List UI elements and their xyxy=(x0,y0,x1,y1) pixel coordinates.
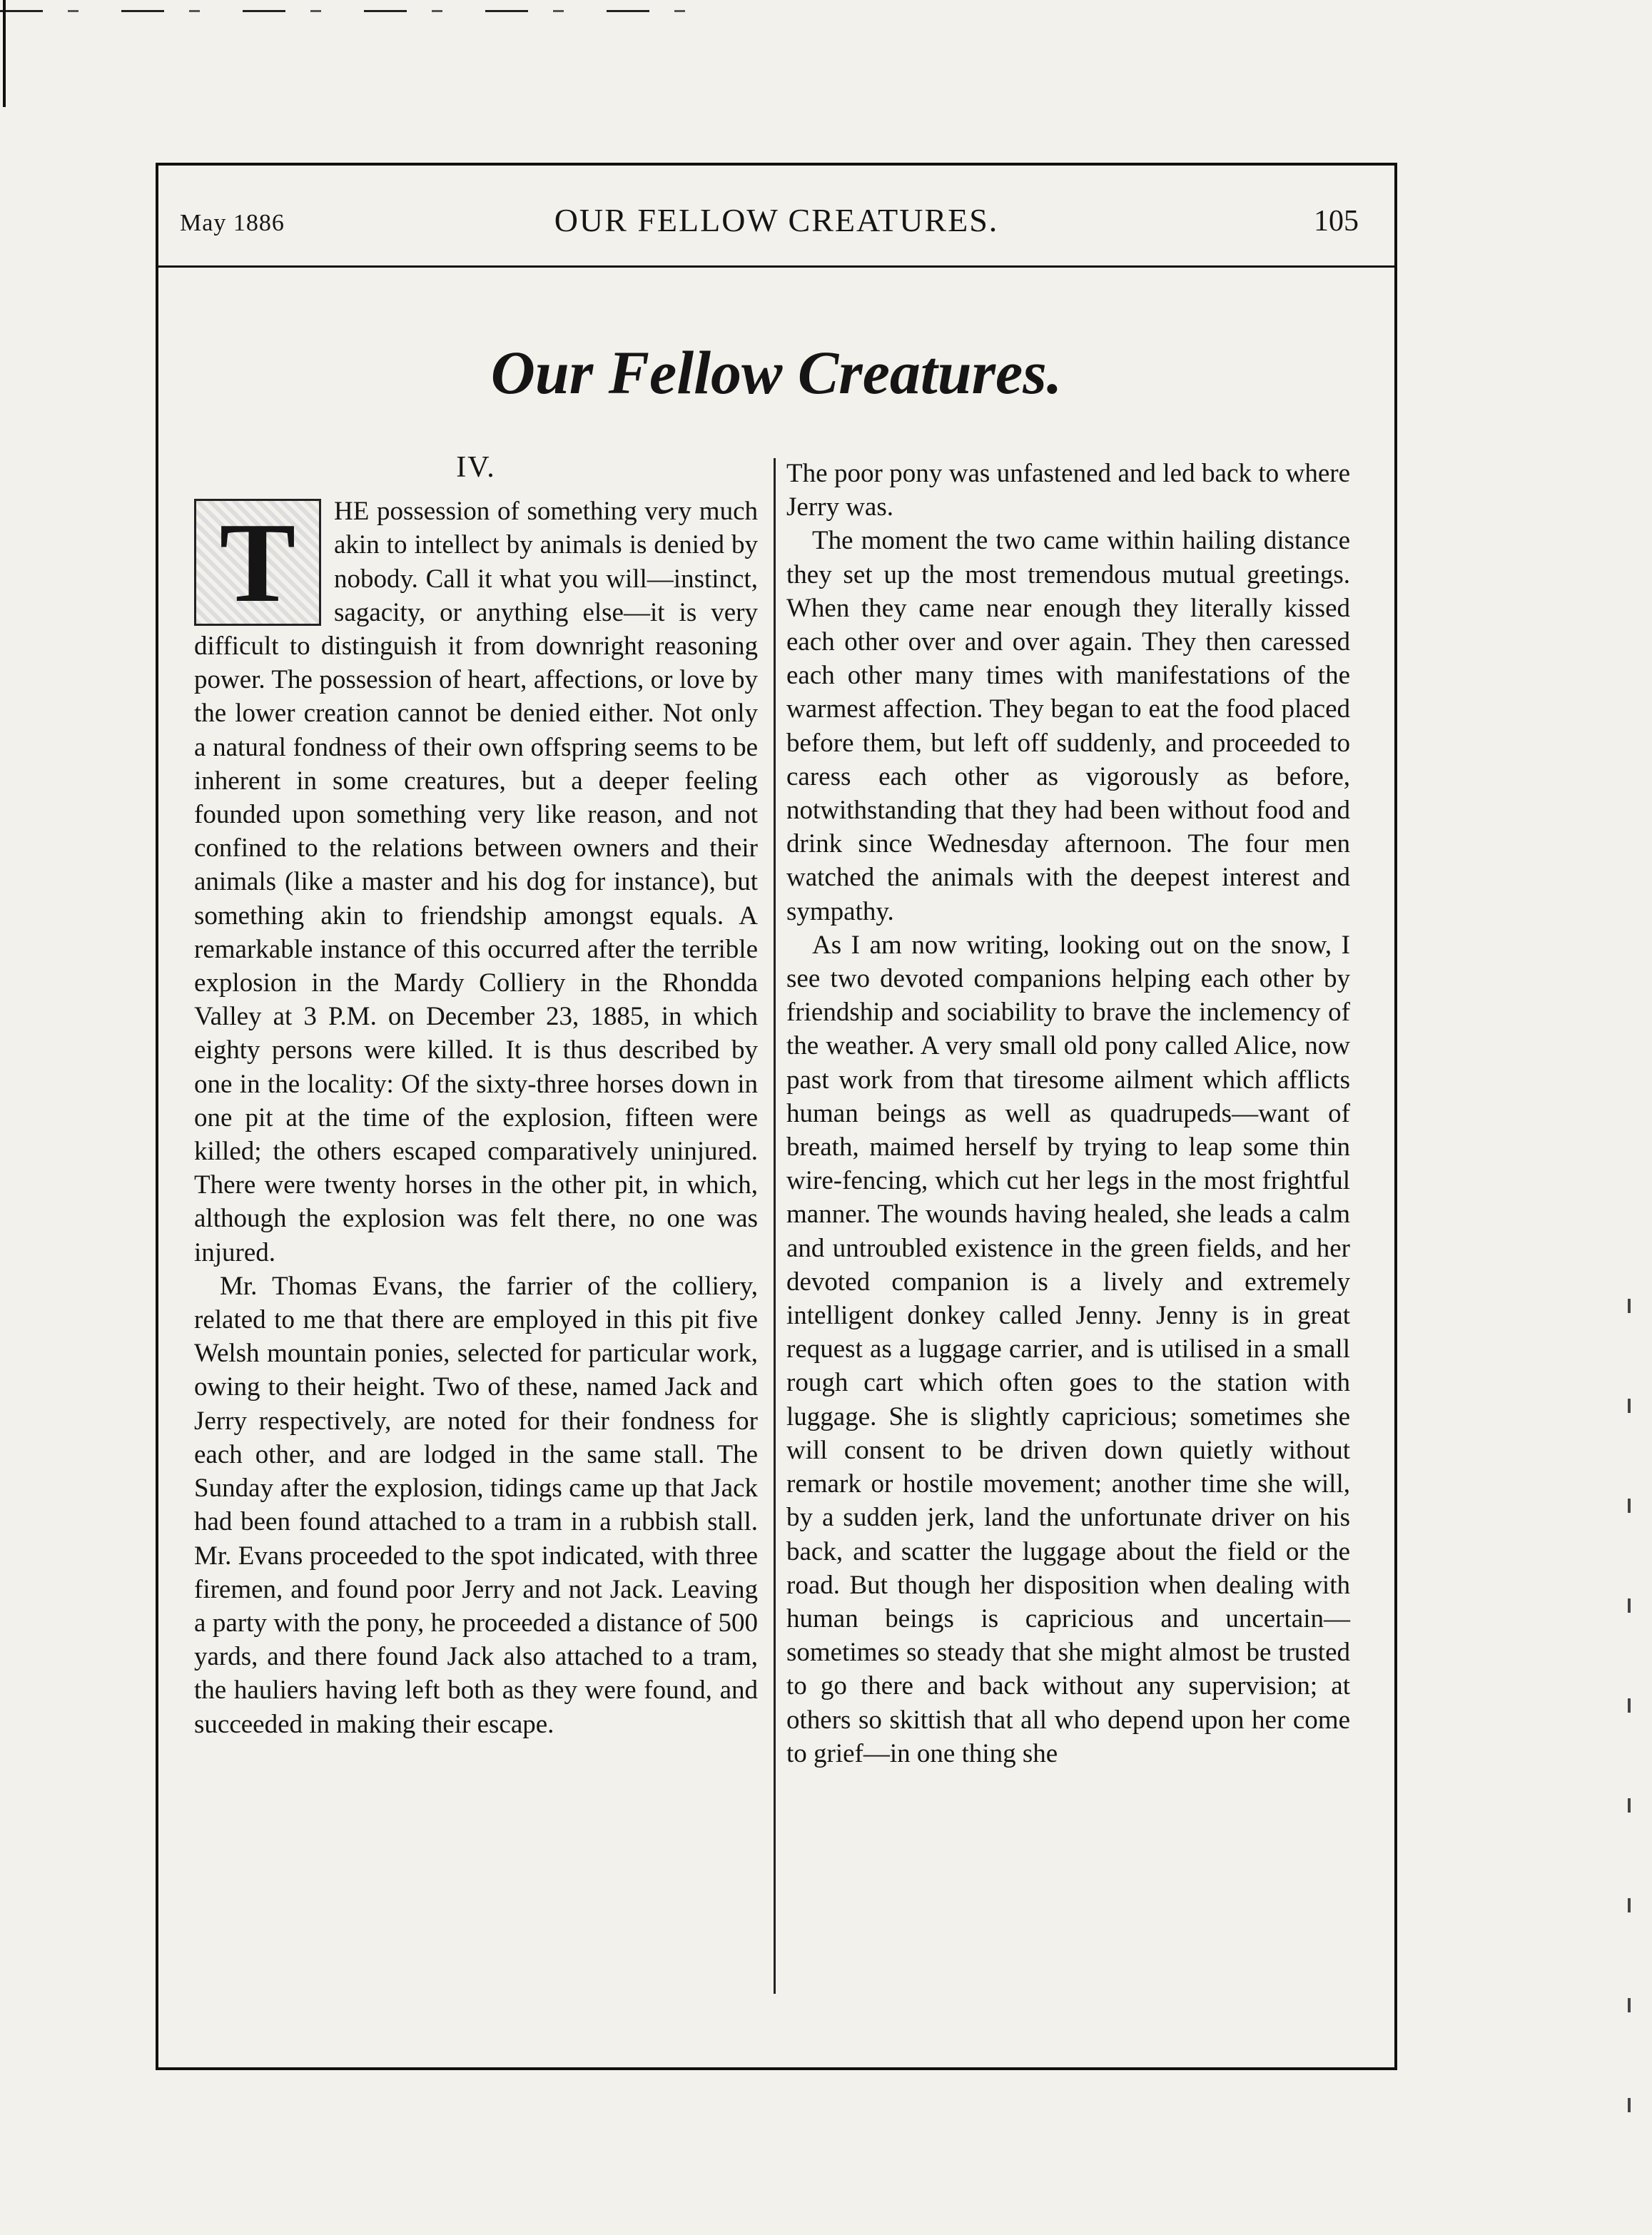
header-rule xyxy=(158,265,1394,268)
scan-edge-mark xyxy=(0,10,714,12)
page-number: 105 xyxy=(1314,205,1359,238)
scan-edge-mark xyxy=(3,0,6,107)
left-column xyxy=(194,451,758,1741)
paragraph: The moment the two came within hailing distance they set up the most tremendous mutual greetings. When they came near enough they literally kissed each other over and over again. They then caressed each other many times with manifestations of the warmest affection. They began to eat the food placed before them, but left off suddenly, and proceeded to caress each other as vigorously as before, notwithstanding that they had been without food and drink since Wednesday afternoon. The four men watched the animals with the deepest interest and sympathy. xyxy=(786,526,1350,926)
right-column xyxy=(786,457,1350,1770)
page-frame xyxy=(156,163,1397,2070)
scan-edge-mark xyxy=(1628,1299,1631,2184)
column-divider xyxy=(774,458,776,1994)
paragraph: The poor pony was unfastened and led back to where Jerry was. xyxy=(786,459,1350,522)
paragraph: Mr. Thomas Evans, the farrier of the colliery, related to me that there are employed in this pit five Welsh mountain ponies, selected for particular work, owing to their height. Two of these, named Jack and Jerry respectively, are noted for their fondness for each other, and are lodged in the same stall. The Sunday after the explosion, tidings came up that Jack had been found attached to a tram in a rubbish stall. Mr. Evans proceeded to the spot indicated, with three firemen, and found poor Jerry and not Jack. Leaving a party with the pony, he proceeded a distance of 500 yards, and there found Jack also attached to a tram, the hauliers having left both as they were found, and succeeded in making their escape. xyxy=(194,1271,758,1739)
running-head-date: May 1886 xyxy=(180,210,285,236)
running-head-title: OUR FELLOW CREATURES. xyxy=(554,202,999,238)
running-header xyxy=(180,201,1373,258)
paragraph: HE possession of something very much akin to intellect by animals is denied by nobody. Call it what you will—instinct, sagacity, or anything else—it is very difficult to distinguish it from downright reasoning power. The possession of heart, affections, or love by the lower creation cannot be denied either. Not only a natural fondness of their own offspring seems to be inherent in some creatures, but a deeper feeling founded upon something very like reason, and not confined to the relations between owners and their animals (like a master and his dog for instance), but something akin to friendship amongst equals. A remarkable instance of this occurred after the terrible explosion in the Mardy Colliery in the Rhondda Valley at 3 P.M. on December 23, 1885, in which eighty persons were killed. It is thus described by one in the locality: Of the sixty-three horses down in one pit at the time of the explosion, fifteen were killed; the others escaped comparatively uninjured. There were twenty horses in the other pit, in which, although the explosion was felt there, no one was injured. xyxy=(194,497,758,1267)
drop-cap-letter: T xyxy=(219,499,296,627)
section-number: IV. xyxy=(456,451,496,484)
paragraph: As I am now writing, looking out on the snow, I see two devoted companions helping each other by friendship and sociability to brave the inclemency of the weather. A very small old pony called Alice, now past work from that tiresome ailment which afflicts human beings as well as quadrupeds—want of breath, maimed herself by trying to leap some thin wire-fencing, which cut her legs in the most frightful manner. The wounds having healed, she leads a calm and untroubled existence in the green fields, and her devoted companion is a lively and extremely intelligent donkey called Jenny. Jenny is in great request as a luggage carrier, and is utilised in a small rough cart which often goes to the station with luggage. She is slightly capricious; sometimes she will consent to be driven down quietly without remark or hostile movement; another time she will, by a sudden jerk, land the unfortunate driver on his back, and scatter the luggage about the field or the road. But though her disposition when dealing with human beings is capricious and uncertain—sometimes so steady that she might almost be trusted to go there and back without any supervision; at others so skittish that all who depend upon her come to grief—in one thing she xyxy=(786,930,1350,1768)
article-title: Our Fellow Creatures. xyxy=(490,338,1063,407)
ornamental-drop-cap xyxy=(194,499,321,626)
